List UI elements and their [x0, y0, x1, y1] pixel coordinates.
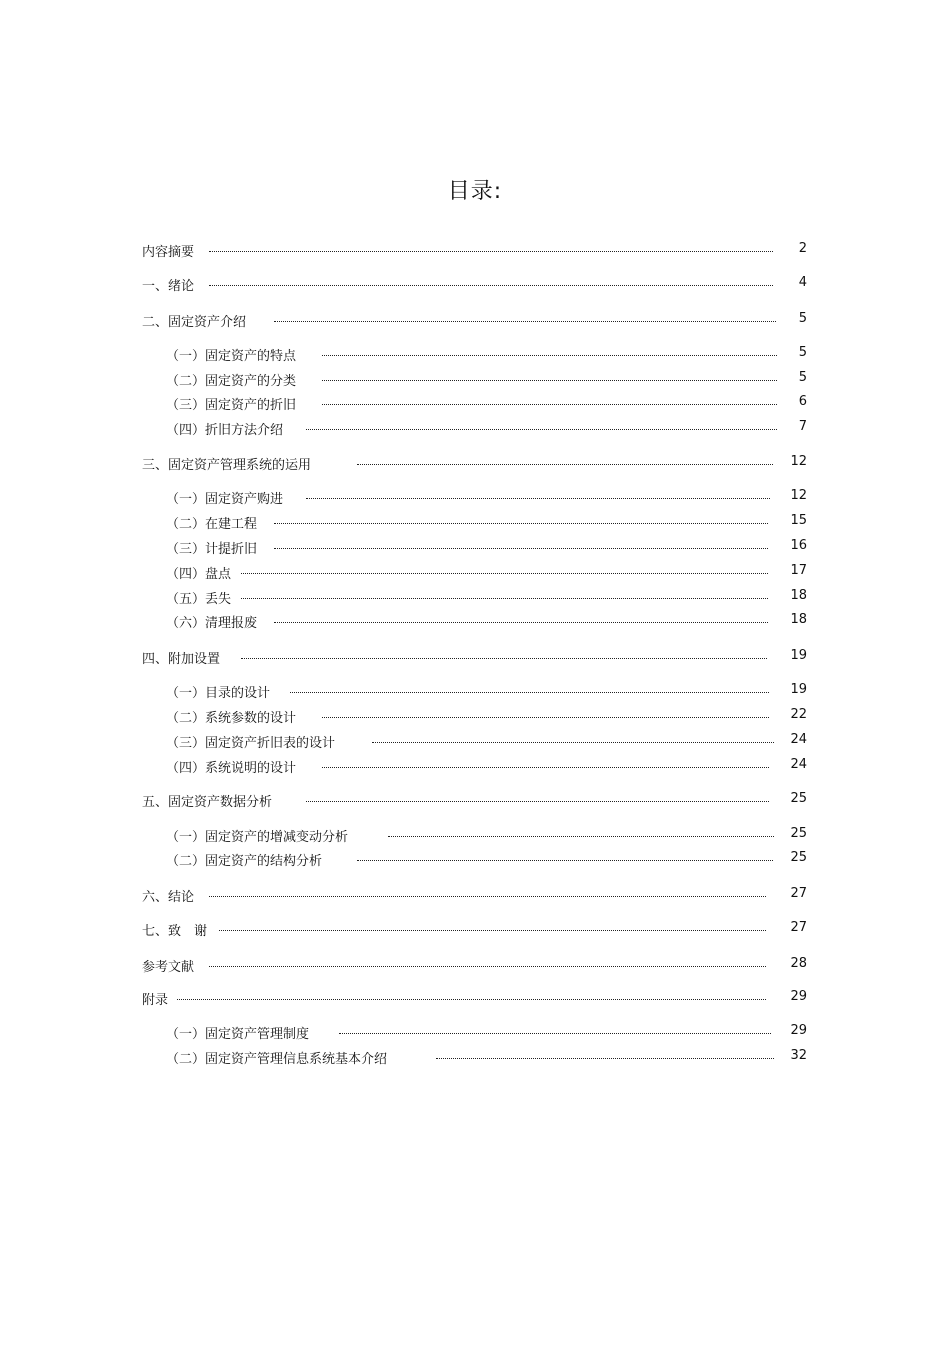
toc-entry-page: 7 [798, 419, 807, 434]
toc-entry-page: 12 [790, 488, 807, 503]
toc-leader-dots [274, 321, 776, 322]
toc-entry-page: 27 [790, 920, 807, 935]
toc-entry-section-4[interactable] [0, 648, 950, 666]
toc-entry-label: 内容摘要 [142, 245, 195, 260]
toc-entry-section-3-5[interactable] [0, 588, 950, 606]
toc-leader-dots [322, 767, 769, 768]
toc-leader-dots [322, 404, 777, 405]
toc-entry-label: （四）系统说明的设计 [166, 761, 297, 776]
toc-leader-dots [306, 801, 769, 802]
toc-entry-label: 一、绪论 [142, 279, 195, 294]
toc-leader-dots [357, 464, 773, 465]
toc-entry-label: （三）计提折旧 [166, 542, 258, 557]
toc-leader-dots [436, 1058, 774, 1059]
toc-entry-section-7[interactable] [0, 920, 950, 938]
toc-entry-page: 24 [790, 732, 807, 747]
toc-entry-page: 25 [790, 791, 807, 806]
toc-entry-page: 15 [790, 513, 807, 528]
toc-entry-section-3-4[interactable] [0, 563, 950, 581]
toc-entry-page: 29 [790, 989, 807, 1004]
toc-entry-page: 2 [798, 241, 807, 256]
toc-entry-label: （四）盘点 [166, 567, 232, 582]
toc-leader-dots [339, 1033, 771, 1034]
toc-entry-label: （六）清理报废 [166, 616, 258, 631]
toc-leader-dots [322, 380, 777, 381]
toc-entry-section-4-4[interactable] [0, 757, 950, 775]
toc-leader-dots [274, 622, 768, 623]
page-title: 目录: [447, 179, 503, 204]
toc-entry-section-2-4[interactable] [0, 419, 950, 437]
toc-entry-section-3[interactable] [0, 454, 950, 472]
toc-entry-label: （一）固定资产的特点 [166, 349, 297, 364]
toc-entry-label: 四、附加设置 [142, 652, 221, 667]
toc-entry-page: 17 [790, 563, 807, 578]
toc-entry-label: 七、致 谢 [142, 924, 208, 939]
toc-entry-section-4-3[interactable] [0, 732, 950, 750]
toc-entry-section-5[interactable] [0, 791, 950, 809]
toc-leader-dots [274, 523, 768, 524]
toc-entry-section-3-6[interactable] [0, 612, 950, 630]
toc-entry-section-5-1[interactable] [0, 826, 950, 844]
toc-entry-page: 5 [798, 370, 807, 385]
toc-entry-page: 5 [798, 311, 807, 326]
toc-entry-section-3-2[interactable] [0, 513, 950, 531]
toc-entry-page: 19 [790, 682, 807, 697]
toc-entry-label: 附录 [142, 993, 169, 1008]
toc-entry-label: （二）在建工程 [166, 517, 258, 532]
toc-entry-page: 25 [790, 850, 807, 865]
toc-leader-dots [388, 836, 774, 837]
toc-leader-dots [209, 251, 773, 252]
toc-entry-label: （四）折旧方法介绍 [166, 423, 284, 438]
toc-entry-references[interactable] [0, 956, 950, 974]
toc-entry-label: （五）丢失 [166, 592, 232, 607]
toc-entry-section-3-1[interactable] [0, 488, 950, 506]
toc-entry-section-2[interactable] [0, 311, 950, 329]
toc-leader-dots [241, 658, 767, 659]
toc-entry-page: 18 [790, 612, 807, 627]
toc-entry-label: 参考文献 [142, 960, 195, 975]
toc-leader-dots [290, 692, 769, 693]
toc-entry-appendix-1[interactable] [0, 1023, 950, 1041]
toc-entry-introduction[interactable] [0, 275, 950, 293]
toc-leader-dots [219, 930, 766, 931]
toc-entry-page: 22 [790, 707, 807, 722]
toc-entry-label: 二、固定资产介绍 [142, 315, 247, 330]
toc-leader-dots [372, 742, 774, 743]
toc-entry-appendix[interactable] [0, 989, 950, 1007]
toc-entry-section-2-1[interactable] [0, 345, 950, 363]
toc-entry-page: 29 [790, 1023, 807, 1038]
toc-leader-dots [209, 966, 766, 967]
toc-entry-label: 三、固定资产管理系统的运用 [142, 458, 312, 473]
toc-leader-dots [322, 355, 777, 356]
toc-entry-page: 24 [790, 757, 807, 772]
toc-entry-label: （三）固定资产的折旧 [166, 398, 297, 413]
toc-entry-label: （二）固定资产的分类 [166, 374, 297, 389]
toc-entry-label: （二）系统参数的设计 [166, 711, 297, 726]
toc-entry-abstract[interactable] [0, 241, 950, 259]
toc-entry-section-4-1[interactable] [0, 682, 950, 700]
toc-entry-label: （一）固定资产的增减变动分析 [166, 830, 349, 845]
toc-entry-label: 五、固定资产数据分析 [142, 795, 273, 810]
toc-leader-dots [306, 429, 777, 430]
toc-entry-page: 6 [798, 394, 807, 409]
toc-leader-dots [241, 598, 768, 599]
toc-entry-appendix-2[interactable] [0, 1048, 950, 1066]
toc-leader-dots [322, 717, 769, 718]
toc-entry-label: （一）目录的设计 [166, 686, 271, 701]
toc-entry-section-2-3[interactable] [0, 394, 950, 412]
toc-entry-section-4-2[interactable] [0, 707, 950, 725]
toc-entry-section-3-3[interactable] [0, 538, 950, 556]
toc-leader-dots [209, 896, 766, 897]
toc-leader-dots [306, 498, 770, 499]
toc-entry-page: 28 [790, 956, 807, 971]
toc-entry-page: 4 [798, 275, 807, 290]
toc-entry-page: 32 [790, 1048, 807, 1063]
toc-leader-dots [241, 573, 768, 574]
toc-entry-label: （二）固定资产管理信息系统基本介绍 [166, 1052, 388, 1067]
toc-entry-label: （一）固定资产购进 [166, 492, 284, 507]
toc-entry-page: 19 [790, 648, 807, 663]
toc-entry-page: 16 [790, 538, 807, 553]
toc-entry-label: （三）固定资产折旧表的设计 [166, 736, 336, 751]
toc-entry-section-5-2[interactable] [0, 850, 950, 868]
toc-leader-dots [177, 999, 766, 1000]
toc-leader-dots [357, 860, 773, 861]
toc-entry-section-6[interactable] [0, 886, 950, 904]
toc-entry-section-2-2[interactable] [0, 370, 950, 388]
toc-entry-page: 5 [798, 345, 807, 360]
toc-entry-page: 27 [790, 886, 807, 901]
toc-entry-label: （二）固定资产的结构分析 [166, 854, 323, 869]
toc-entry-page: 12 [790, 454, 807, 469]
toc-leader-dots [274, 548, 768, 549]
toc-entry-label: 六、结论 [142, 890, 195, 905]
toc-entry-label: （一）固定资产管理制度 [166, 1027, 310, 1042]
toc-entry-page: 25 [790, 826, 807, 841]
toc-entry-page: 18 [790, 588, 807, 603]
toc-leader-dots [209, 285, 773, 286]
